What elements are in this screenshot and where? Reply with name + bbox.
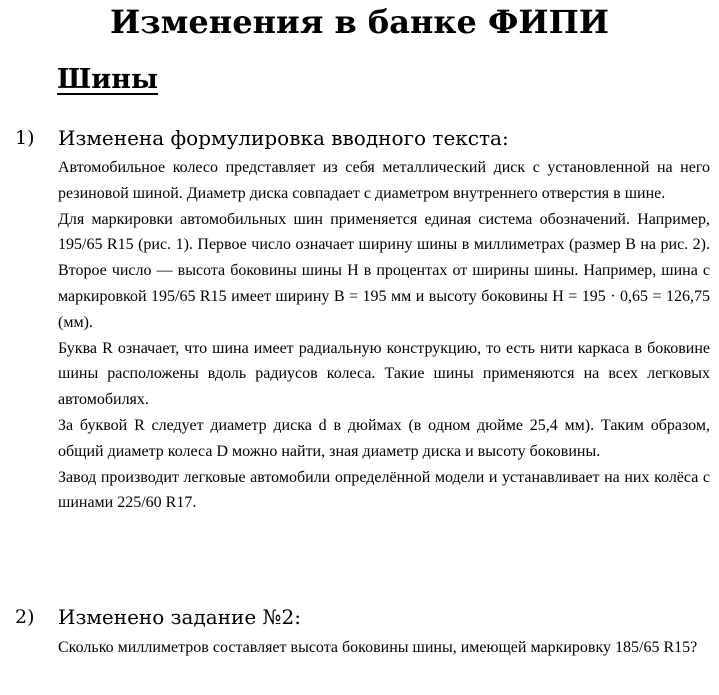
- item-number: 2): [15, 606, 35, 628]
- paragraph: Сколько миллиметров составляет высота боковины шины, имеющей маркировку 185/65 R15?: [58, 639, 698, 656]
- paragraph: Для маркировки автомобильных шин применяется единая система обозначений. Например, 195/65 R15 (рис. 1). Первое число означает ширину шины в миллиметрах (размер B на рис. 2). Второе число — высота боковины шины H в процентах от ширины шины. Например, шина с маркировкой 195/65 R15 имеет ширину B = 195 мм и высоту боковины H = 195 · 0,65 = 126,75 (мм).: [58, 210, 710, 331]
- paragraph: Завод производит легковые автомобили определённой модели и устанавливает на них колёса с шинами 225/60 R17.: [58, 468, 710, 512]
- section-heading: Шины: [57, 64, 159, 95]
- paragraph: За буквой R следует диаметр диска d в дюймах (в одном дюйме 25,4 мм). Таким образом, общий диаметр колеса D можно найти, зная диаметр диска и высоту боковины.: [58, 416, 710, 460]
- paragraph: Буква R означает, что шина имеет радиальную конструкцию, то есть нити каркаса в боковине шины расположены вдоль радиусов колеса. Такие шины применяются на всех легковых автомобилях.: [58, 339, 710, 409]
- item-number: 1): [15, 127, 35, 149]
- paragraph: Автомобильное колесо представляет из себя металлический диск с установленной на него резиновой шиной. Диаметр диска совпадает с диаметром внутреннего отверстия в шине.: [58, 159, 710, 202]
- page-title: Изменения в банке ФИПИ: [109, 3, 610, 41]
- item-heading: Изменено задание №2:: [58, 605, 301, 629]
- item-body: [58, 635, 710, 661]
- item-heading: Изменена формулировка вводного текста:: [58, 126, 509, 150]
- item-body: [58, 155, 710, 516]
